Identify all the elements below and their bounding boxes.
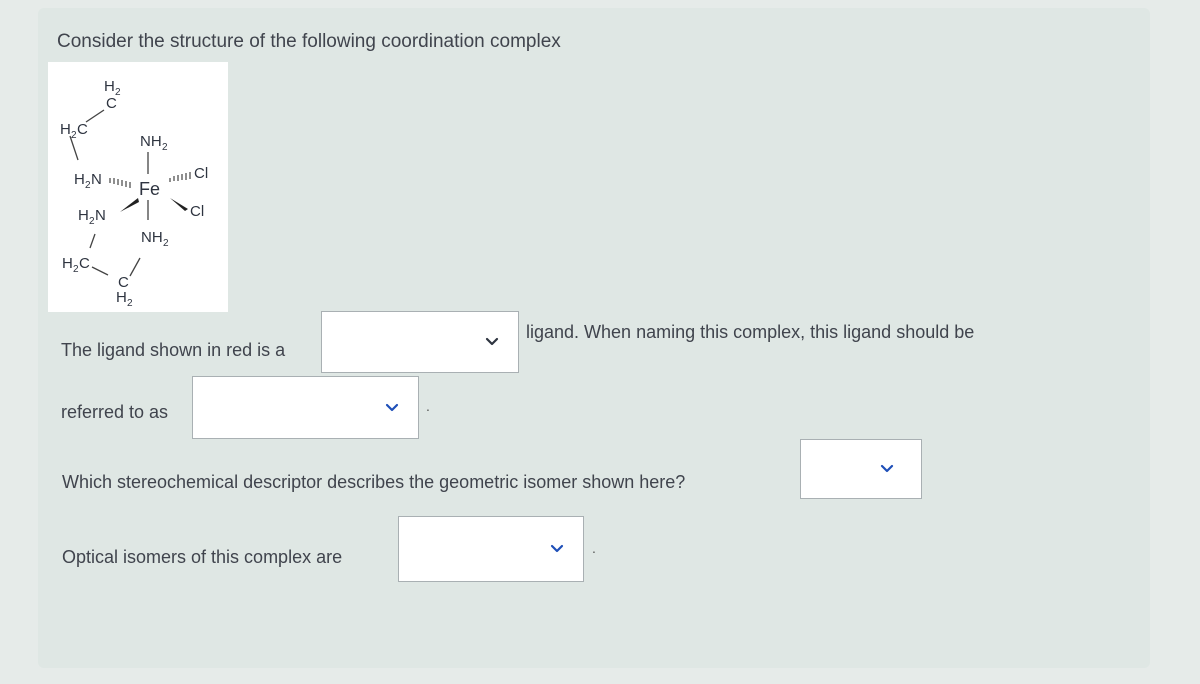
label-h2n-upper-sub: 2 bbox=[85, 180, 91, 191]
label-h2n-lower-sub: 2 bbox=[89, 216, 95, 227]
label-h2n-upper: H bbox=[74, 171, 85, 188]
period-3: . bbox=[592, 540, 596, 556]
label-h2-top: H bbox=[104, 78, 115, 95]
question-2: Which stereochemical descriptor describes the geometric isomer shown here? bbox=[62, 472, 686, 492]
label-c-bottom: C bbox=[118, 274, 129, 291]
label-h2-top-sub: 2 bbox=[115, 87, 121, 98]
bond-n-h2c-lower bbox=[90, 234, 95, 248]
structure-drawing bbox=[48, 62, 228, 312]
label-h2c-left-top: H bbox=[60, 121, 71, 138]
label-h2c-left-bottom: H bbox=[62, 255, 73, 272]
stereo-descriptor-dropdown[interactable] bbox=[800, 439, 922, 499]
bond-c-nh2-lower bbox=[130, 258, 140, 276]
label-h2c-left-bottom-c: C bbox=[79, 255, 90, 272]
bond-ch2-left bbox=[86, 110, 104, 122]
label-h2n-lower: H bbox=[78, 207, 89, 224]
chevron-down-icon bbox=[484, 336, 500, 348]
label-c-top: C bbox=[106, 95, 117, 112]
optical-isomers-dropdown[interactable] bbox=[398, 516, 584, 582]
ligand-name-dropdown[interactable] bbox=[192, 376, 419, 439]
wedge-fe-cl bbox=[170, 198, 188, 211]
label-nh2-top: NH bbox=[140, 133, 162, 150]
label-h2-bottom-sub: 2 bbox=[127, 298, 133, 309]
question-1-continued: referred to as bbox=[61, 402, 169, 422]
label-cl-upper: Cl bbox=[194, 165, 209, 182]
label-h2-bottom: H bbox=[116, 289, 127, 306]
question-3: Optical isomers of this complex are bbox=[62, 547, 343, 567]
label-h2c-left-bottom-sub: 2 bbox=[73, 264, 79, 275]
label-h2c-left-top-c: C bbox=[77, 121, 88, 138]
label-fe: Fe bbox=[139, 179, 161, 199]
label-cl-lower: Cl bbox=[190, 203, 205, 220]
molecule-structure bbox=[48, 62, 228, 312]
chevron-down-icon bbox=[549, 543, 565, 555]
question-title: Consider the structure of the following coordination complex bbox=[57, 31, 561, 52]
chevron-down-icon bbox=[384, 402, 400, 414]
label-h2n-upper-n: N bbox=[91, 171, 102, 188]
chevron-down-icon bbox=[879, 463, 895, 475]
label-nh2-bottom-sub: 2 bbox=[163, 238, 169, 249]
period-1: . bbox=[426, 398, 430, 414]
ligand-type-dropdown[interactable] bbox=[321, 311, 519, 373]
label-h2c-left-top-sub: 2 bbox=[71, 130, 77, 141]
label-h2n-lower-n: N bbox=[95, 207, 106, 224]
question-1-suffix: ligand. When naming this complex, this ligand should be bbox=[526, 322, 975, 342]
label-nh2-bottom: NH bbox=[141, 229, 163, 246]
wedge-n-fe bbox=[120, 198, 139, 212]
question-1-prefix: The ligand shown in red is a bbox=[61, 340, 286, 360]
label-nh2-top-sub: 2 bbox=[162, 142, 168, 153]
bond-h2c-c-lower bbox=[92, 267, 108, 275]
